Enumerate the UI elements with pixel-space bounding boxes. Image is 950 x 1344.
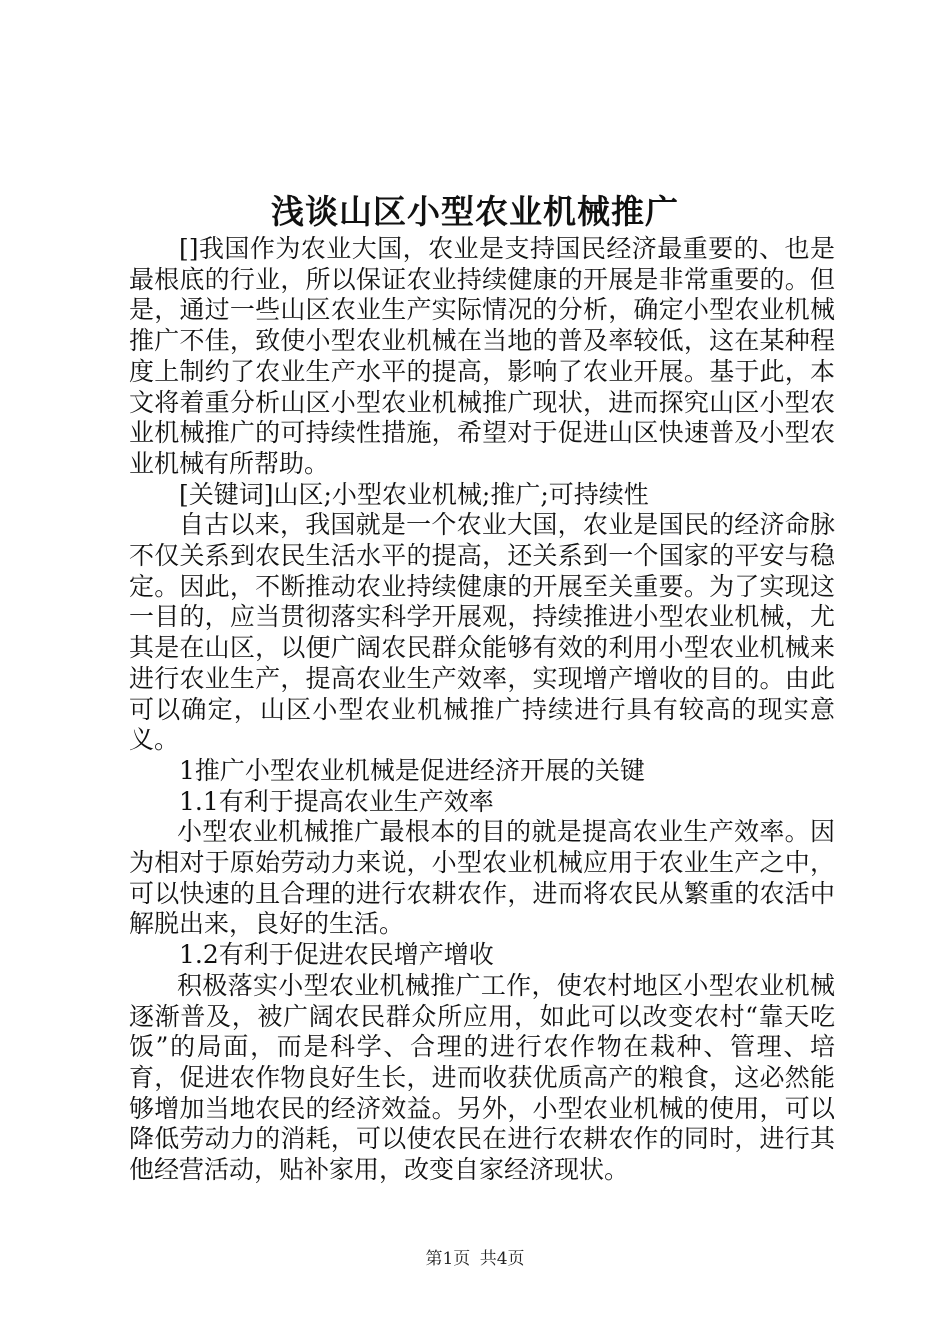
keywords-paragraph: [关键词]山区;小型农业机械;推广;可持续性 (179, 479, 649, 509)
section-heading-1: 1推广小型农业机械是促进经济开展的关键 (179, 755, 645, 785)
page-number: 第1页 (425, 1249, 471, 1269)
intro-paragraph: 自古以来，我国就是一个农业大国，农业是国民的经济命脉不仅关系到农民生活水平的提高，还关系到一个国家的平安与稳定。因此，不断推动农业持续健康的开展至关重要。为了实现这一目的，应当贯彻落实科学开展观，持续推进小型农业机械，尤其是在山区，以便广阔农民群众能够有效的利用小型农业机械来进行农业生产，提高农业生产效率，实现增产增收的目的。由此可以确定，山区小型农业机械推广持续进行具有较高的现实意义。 (129, 510, 835, 755)
page-total: 共4页 (479, 1249, 525, 1269)
document-body (129, 234, 835, 1186)
subsection-heading-1-1: 1.1有利于提高农业生产效率 (179, 786, 494, 816)
page-title: 浅谈山区小型农业机械推广 (271, 192, 679, 231)
body-paragraph: 小型农业机械推广最根本的目的就是提高农业生产效率。因为相对于原始劳动力来说，小型农业机械应用于农业生产之中，可以快速的且合理的进行农耕农作，进而将农民从繁重的农活中解脱出来，良好的生活。 (129, 817, 835, 939)
body-paragraph: 积极落实小型农业机械推广工作，使农村地区小型农业机械逐渐普及，被广阔农民群众所应用，如此可以改变农村“靠天吃饭”的局面，而是科学、合理的进行农作物在栽种、管理、培育，促进农作物良好生长，进而收获优质高产的粮食，这必然能够增加当地农民的经济效益。另外，小型农业机械的使用，可以降低劳动力的消耗，可以使农民在进行农耕农作的同时，进行其他经营活动，贴补家用，改变自家经济现状。 (129, 970, 835, 1185)
page-footer (0, 1244, 950, 1269)
abstract-paragraph: []我国作为农业大国，农业是支持国民经济最重要的、也是最根底的行业，所以保证农业持续健康的开展是非常重要的。但是，通过一些山区农业生产实际情况的分析，确定小型农业机械推广不佳，致使小型农业机械在当地的普及率较低，这在某种程度上制约了农业生产水平的提高，影响了农业开展。基于此，本文将着重分析山区小型农业机械推广现状，进而探究山区小型农业机械推广的可持续性措施，希望对于促进山区快速普及小型农业机械有所帮助。 (129, 234, 835, 478)
subsection-heading-1-2: 1.2有利于促进农民增产增收 (179, 940, 494, 970)
